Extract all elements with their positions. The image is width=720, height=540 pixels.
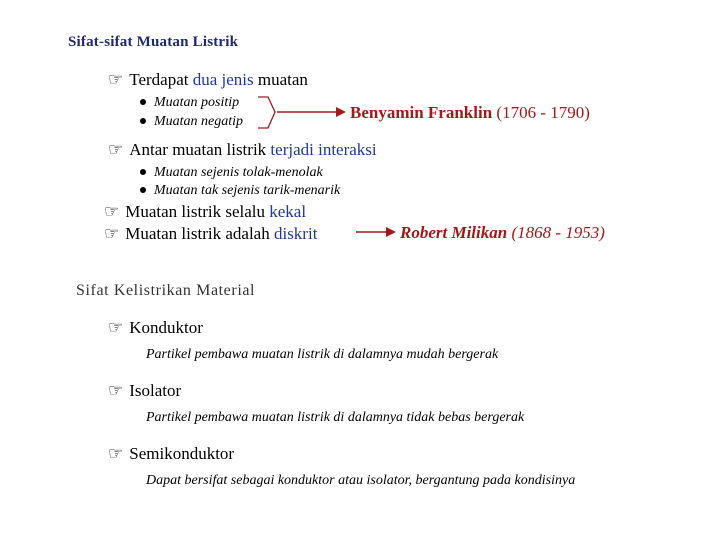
material-insulator-desc: Partikel pembawa muatan listrik di dalamnya tidak bebas bergerak xyxy=(146,410,525,425)
material-name: Semikonduktor xyxy=(129,444,235,463)
sub-item-text: Muatan sejenis tolak-menolak xyxy=(154,165,323,180)
sub-item-text: Muatan negatip xyxy=(154,114,244,129)
point-text: Muatan listrik selalu xyxy=(125,202,270,221)
sub-item-attract xyxy=(140,183,340,199)
material-conductor xyxy=(108,318,203,338)
arrow-head xyxy=(386,227,396,237)
sub-item-repel xyxy=(140,165,323,181)
point-highlight: kekal xyxy=(269,202,307,221)
point-highlight: diskrit xyxy=(273,224,318,243)
reference-years: (1868 - 1953) xyxy=(511,223,605,242)
pointing-hand-icon: ☞ xyxy=(104,224,120,243)
bracket-shape xyxy=(258,97,275,128)
sub-item-text: Muatan tak sejenis tarik-menarik xyxy=(154,183,341,198)
point-interaction xyxy=(108,140,377,160)
sub-item-text: Muatan positip xyxy=(154,95,240,110)
pointing-hand-icon: ☞ xyxy=(104,202,120,221)
material-semiconductor-desc: Dapat bersifat sebagai konduktor atau isolator, bergantung pada kondisinya xyxy=(146,473,576,488)
reference-franklin xyxy=(350,103,590,123)
point-text-end: muatan xyxy=(253,70,308,89)
section-title-material-properties: Sifat Kelistrikan Material xyxy=(76,282,256,299)
bullet-dot-icon xyxy=(140,99,146,105)
pointing-hand-icon: ☞ xyxy=(108,381,124,400)
point-text: Terdapat xyxy=(129,70,193,89)
point-text: Antar muatan listrik xyxy=(129,140,271,159)
material-name: Konduktor xyxy=(129,318,203,337)
pointing-hand-icon: ☞ xyxy=(108,318,124,337)
bullet-dot-icon xyxy=(140,187,146,193)
point-two-types xyxy=(108,70,308,90)
bullet-dot-icon xyxy=(140,169,146,175)
pointing-hand-icon: ☞ xyxy=(108,70,124,89)
point-highlight: terjadi interaksi xyxy=(270,140,377,159)
reference-name: Robert Milikan xyxy=(400,223,508,242)
sub-item-negative xyxy=(140,114,243,130)
arrow-head xyxy=(336,107,346,117)
material-insulator xyxy=(108,381,181,401)
section-title-charge-properties: Sifat-sifat Muatan Listrik xyxy=(68,34,239,50)
pointing-hand-icon: ☞ xyxy=(108,444,124,463)
point-conserved xyxy=(104,202,306,222)
sub-item-positive xyxy=(140,95,239,111)
material-semiconductor xyxy=(108,444,234,464)
reference-milikan xyxy=(400,223,605,243)
material-conductor-desc: Partikel pembawa muatan listrik di dalamnya mudah bergerak xyxy=(146,347,499,362)
reference-years: (1706 - 1790) xyxy=(496,103,590,122)
material-name: Isolator xyxy=(129,381,182,400)
pointing-hand-icon: ☞ xyxy=(108,140,124,159)
bullet-dot-icon xyxy=(140,118,146,124)
point-highlight: dua jenis xyxy=(192,70,254,89)
point-text: Muatan listrik adalah xyxy=(125,224,274,243)
reference-name: Benyamin Franklin xyxy=(350,103,493,122)
point-discrete xyxy=(104,224,317,244)
